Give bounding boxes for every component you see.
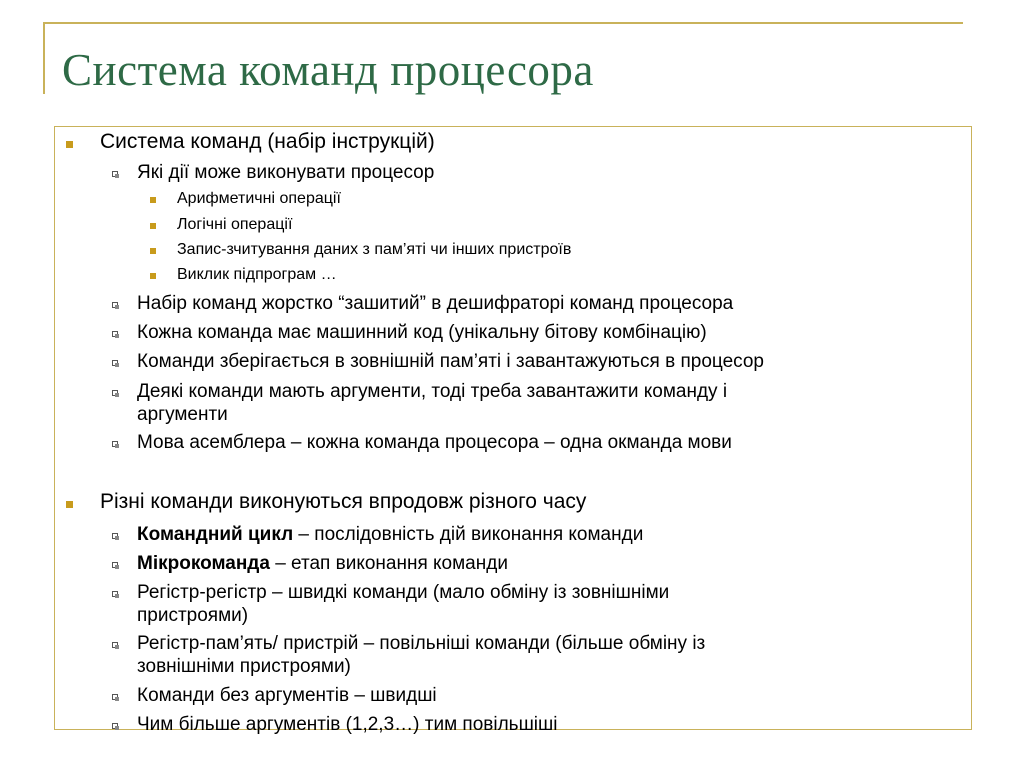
list-item: Набір команд жорстко “зашитий” в дешифраторі команд процесора: [137, 293, 734, 314]
bullet-box-icon: [112, 694, 118, 700]
bullet-box-icon: [112, 533, 118, 539]
list-item: Регістр-пам’ять/ пристрій – повільніші команди (більше обміну із: [137, 633, 706, 654]
term-bold: Мікрокоманда: [137, 553, 270, 574]
bullet-square-icon: [66, 501, 73, 508]
list-item: Кожна команда має машинний код (унікальну бітову комбінацію): [137, 322, 707, 343]
list-item-continuation: зовнішніми пристроями): [137, 656, 351, 677]
frame-left-line: [43, 22, 45, 94]
list-item: Команди зберігається в зовнішній пам’яті і завантажуються в процесор: [137, 351, 764, 372]
list-item: [137, 524, 643, 546]
list-item: Мова асемблера – кожна команда процесора – одна окманда мови: [137, 432, 732, 453]
term-bold: Командний цикл: [137, 524, 294, 545]
bullet-square-icon: [66, 141, 73, 148]
bullet-box-icon: [112, 723, 118, 729]
list-item: Логічні операції: [177, 216, 293, 233]
bullet-box-icon: [112, 331, 118, 337]
frame-top-line: [43, 22, 963, 24]
bullet-box-icon: [112, 302, 118, 308]
list-item: [137, 553, 508, 575]
list-item: Арифметичні операції: [177, 190, 341, 207]
bullet-box-icon: [112, 642, 118, 648]
list-item: Деякі команди мають аргументи, тоді треба завантажити команду і: [137, 381, 728, 402]
list-item-continuation: пристроями): [137, 605, 249, 626]
bullet-box-icon: [112, 562, 118, 568]
list-item: Виклик підпрограм …: [177, 266, 337, 283]
list-item: Система команд (набір інструкцій): [100, 130, 435, 153]
list-item: Регістр-регістр – швидкі команди (мало обміну із зовнішніми: [137, 582, 670, 603]
bullet-square-icon: [150, 248, 156, 254]
list-item: Запис-зчитування даних з пам’яті чи інших пристроїв: [177, 241, 572, 258]
bullet-box-icon: [112, 441, 118, 447]
bullet-square-icon: [150, 197, 156, 203]
bullet-box-icon: [112, 390, 118, 396]
term-definition: – етап виконання команди: [269, 553, 508, 574]
bullet-square-icon: [150, 273, 156, 279]
bullet-box-icon: [112, 360, 118, 366]
list-item: Чим більше аргументів (1,2,3…) тим повільшіші: [137, 714, 558, 735]
bullet-box-icon: [112, 591, 118, 597]
term-definition: – послідовність дій виконання команди: [293, 524, 644, 545]
list-item-continuation: аргументи: [137, 404, 228, 425]
slide-title: Система команд процесора: [62, 45, 594, 95]
list-item: Різні команди виконуються впродовж різного часу: [100, 490, 587, 513]
bullet-box-icon: [112, 171, 118, 177]
list-item: Які дії може виконувати процесор: [137, 162, 435, 183]
bullet-square-icon: [150, 223, 156, 229]
list-item: Команди без аргументів – швидші: [137, 685, 437, 706]
